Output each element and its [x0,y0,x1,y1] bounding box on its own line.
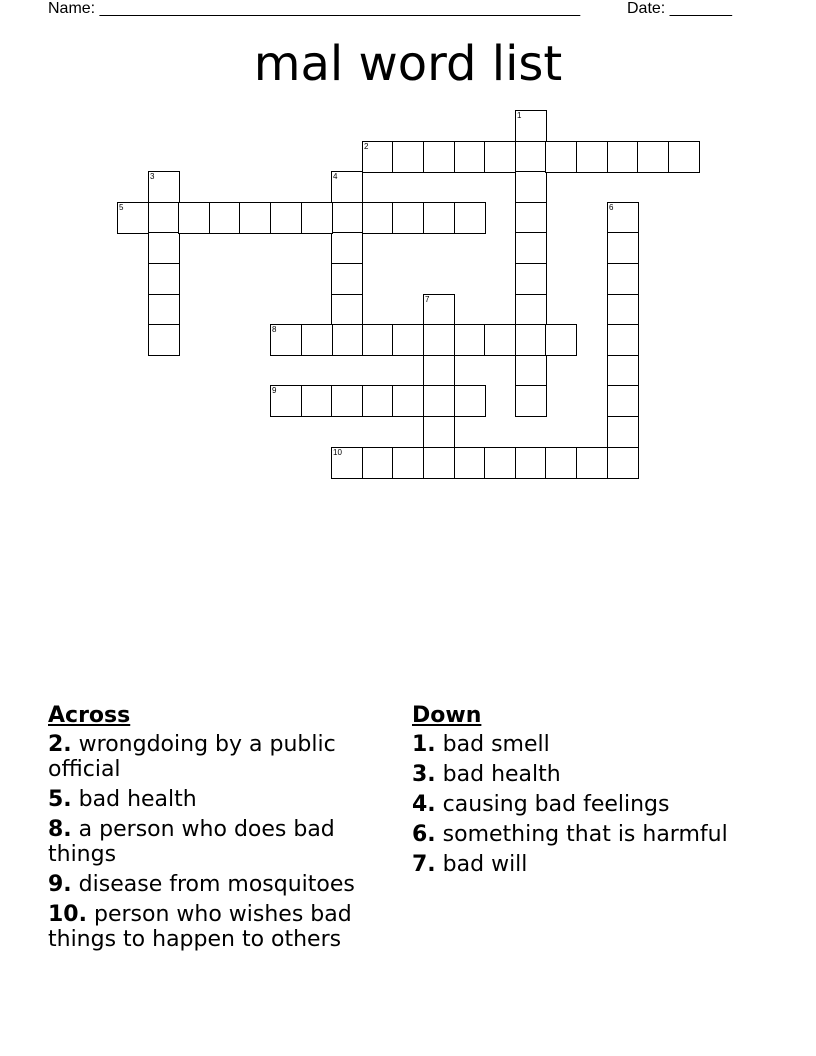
grid-cell[interactable] [362,447,394,479]
clue-text: disease from mosquitoes [78,872,355,897]
grid-cell[interactable] [515,263,547,295]
cell-number: 10 [333,448,342,457]
down-clues [412,703,792,882]
clue-text: something that is harmful [442,822,728,847]
grid-cell[interactable] [545,447,577,479]
grid-cell[interactable] [270,324,302,356]
grid-cell[interactable] [270,202,302,234]
grid-cell[interactable] [423,294,455,326]
grid-cell[interactable] [545,141,577,173]
grid-cell[interactable] [515,385,547,417]
clue-text: bad health [442,762,561,787]
grid-cell[interactable] [392,202,424,234]
clue-text: bad health [78,787,197,812]
grid-cell[interactable] [423,385,455,417]
clue-number: 9. [48,872,72,897]
grid-cell[interactable] [117,202,149,234]
grid-cell[interactable] [576,447,608,479]
grid-cell[interactable] [637,141,669,173]
grid-cell[interactable] [392,447,424,479]
clue-number: 10. [48,902,87,927]
grid-cell[interactable] [423,202,455,234]
clue-number: 5. [48,787,72,812]
cell-number: 6 [609,203,614,212]
grid-cell[interactable] [331,232,363,264]
clue-number: 4. [412,792,436,817]
grid-cell[interactable] [607,141,639,173]
cell-number: 4 [333,172,338,181]
grid-cell[interactable] [362,324,394,356]
cell-number: 5 [119,203,124,212]
grid-cell[interactable] [515,232,547,264]
grid-cell[interactable] [454,202,486,234]
grid-cell[interactable] [607,294,639,326]
clue-across-10 [48,902,378,952]
clue-text: bad smell [442,732,550,757]
grid-cell[interactable] [331,294,363,326]
grid-cell[interactable] [362,141,394,173]
grid-cell[interactable] [607,202,639,234]
grid-cell[interactable] [301,324,333,356]
clue-down-7 [412,852,792,877]
clue-across-2 [48,732,378,782]
grid-cell[interactable] [607,263,639,295]
grid-cell[interactable] [515,141,547,173]
clue-number: 2. [48,732,72,757]
grid-cell[interactable] [454,447,486,479]
clue-number: 7. [412,852,436,877]
name-field[interactable]: Name: ______________________________________________________ [48,0,581,17]
clue-across-5 [48,787,378,812]
grid-cell[interactable] [301,202,333,234]
grid-cell[interactable] [392,385,424,417]
cell-number: 8 [272,325,277,334]
grid-cell[interactable] [607,416,639,448]
grid-cell[interactable] [148,171,180,203]
grid-cell[interactable] [515,355,547,387]
grid-cell[interactable] [545,324,577,356]
cell-number: 1 [517,111,522,120]
grid-cell[interactable] [331,202,363,234]
grid-cell[interactable] [270,385,302,417]
grid-cell[interactable] [484,324,516,356]
grid-cell[interactable] [148,263,180,295]
grid-cell[interactable] [331,385,363,417]
grid-cell[interactable] [515,110,547,142]
clue-text: person who wishes bad things to happen to others [48,902,352,952]
grid-cell[interactable] [668,141,700,173]
grid-cell[interactable] [148,324,180,356]
grid-cell[interactable] [423,416,455,448]
grid-cell[interactable] [576,141,608,173]
grid-cell[interactable] [148,294,180,326]
grid-cell[interactable] [515,324,547,356]
grid-cell[interactable] [362,385,394,417]
grid-cell[interactable] [301,385,333,417]
grid-cell[interactable] [423,141,455,173]
clue-down-6 [412,822,792,847]
grid-cell[interactable] [423,447,455,479]
grid-cell[interactable] [515,202,547,234]
grid-cell[interactable] [331,171,363,203]
grid-cell[interactable] [209,202,241,234]
date-field[interactable]: Date: _______ [627,0,732,17]
grid-cell[interactable] [239,202,271,234]
grid-cell[interactable] [392,141,424,173]
page-title: mal word list [253,36,563,92]
grid-cell[interactable] [148,232,180,264]
clue-across-8 [48,817,378,867]
grid-cell[interactable] [515,447,547,479]
clue-down-1 [412,732,792,757]
grid-cell[interactable] [607,324,639,356]
clue-down-4 [412,792,792,817]
grid-cell[interactable] [454,385,486,417]
grid-cell[interactable] [607,232,639,264]
grid-cell[interactable] [331,447,363,479]
clue-text: causing bad feelings [442,792,670,817]
grid-cell[interactable] [484,141,516,173]
grid-cell[interactable] [178,202,210,234]
grid-cell[interactable] [607,355,639,387]
clue-text: a person who does bad things [48,817,335,867]
grid-cell[interactable] [454,141,486,173]
clue-number: 6. [412,822,436,847]
cell-number: 7 [425,295,430,304]
clue-number: 1. [412,732,436,757]
grid-cell[interactable] [392,324,424,356]
clue-across-9 [48,872,378,897]
grid-cell[interactable] [331,263,363,295]
clue-number: 8. [48,817,72,842]
grid-cell[interactable] [515,171,547,203]
grid-cell[interactable] [423,324,455,356]
across-clues [48,703,378,957]
grid-cell[interactable] [454,324,486,356]
cell-number: 3 [150,172,155,181]
grid-cell[interactable] [362,202,394,234]
grid-cell[interactable] [423,355,455,387]
grid-cell[interactable] [484,447,516,479]
cell-number: 2 [364,142,369,151]
grid-cell[interactable] [148,202,180,234]
clue-text: bad will [442,852,528,877]
cell-number: 9 [272,386,277,395]
clue-number: 3. [412,762,436,787]
across-heading: Across [48,703,131,728]
clue-text: wrongdoing by a public official [48,732,336,782]
down-heading: Down [412,703,482,728]
grid-cell[interactable] [607,385,639,417]
grid-cell[interactable] [607,447,639,479]
grid-cell[interactable] [331,324,363,356]
clue-down-3 [412,762,792,787]
grid-cell[interactable] [515,294,547,326]
